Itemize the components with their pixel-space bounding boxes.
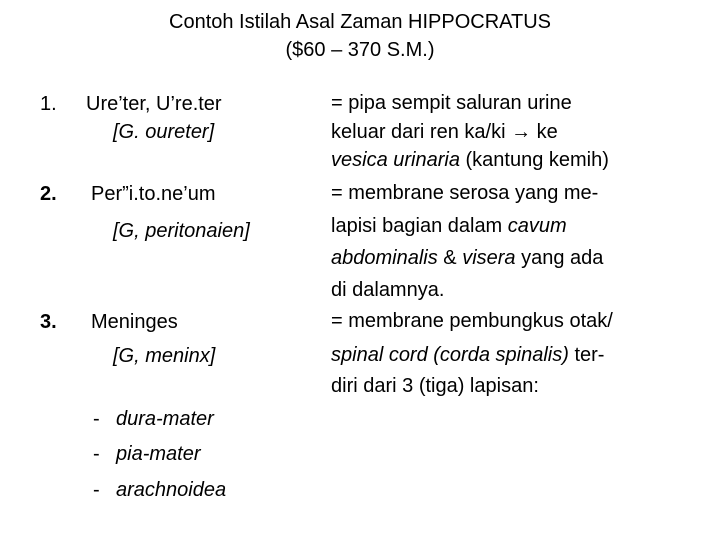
layer-name: dura-mater — [116, 408, 214, 430]
term-word: Meninges — [91, 311, 178, 333]
definition-2-line-3: abdominalis & visera yang ada — [331, 247, 604, 269]
list-dash: - — [93, 408, 100, 430]
layer-name: pia-mater — [116, 443, 201, 465]
list-dash: - — [93, 479, 100, 501]
definition-3-line-2: spinal cord (corda spinalis) ter- — [331, 344, 605, 366]
term-word: Ure’ter, U’re.ter — [86, 93, 222, 115]
definition-3-line-1: = membrane pembungkus otak/ — [331, 310, 613, 332]
title-line-1: Contoh Istilah Asal Zaman HIPPOCRATUS — [169, 11, 551, 33]
term-origin: [G. oureter] — [113, 121, 215, 143]
definition-2-line-1: = membrane serosa yang me- — [331, 182, 599, 204]
layer-name: arachnoidea — [116, 479, 227, 501]
definition-2-line-4: di dalamnya. — [331, 279, 445, 301]
term-number: 1. — [40, 93, 57, 115]
list-dash: - — [93, 443, 100, 465]
definition-1-line-3: vesica urinaria (kantung kemih) — [331, 149, 609, 171]
term-number: 3. — [40, 311, 57, 333]
title-line-2: ($60 – 370 S.M.) — [285, 39, 435, 61]
definition-1-line-2: keluar dari ren ka/ki → ke — [331, 121, 558, 143]
term-word: Per”i.to.ne’um — [91, 183, 216, 205]
definition-3-line-3: diri dari 3 (tiga) lapisan: — [331, 375, 539, 397]
term-number: 2. — [40, 183, 57, 205]
term-origin: [G, peritonaien] — [113, 220, 250, 242]
definition-2-line-2: lapisi bagian dalam cavum — [331, 215, 567, 237]
arrow-right-icon: → — [511, 121, 532, 143]
term-origin: [G, meninx] — [113, 345, 216, 367]
definition-1-line-1: = pipa sempit saluran urine — [331, 92, 572, 114]
